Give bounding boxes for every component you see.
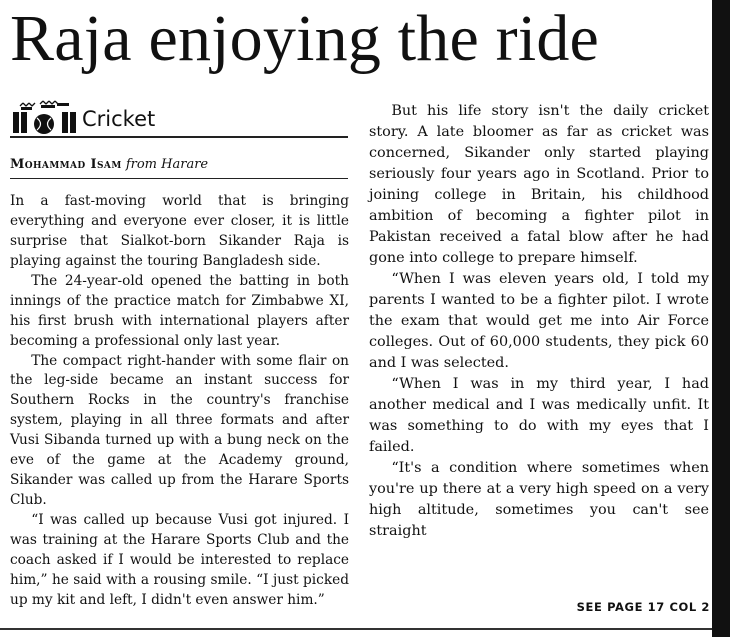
paragraph-5: But his life story isn't the daily cricket story. A late bloomer as far as cricket was concerned, Sikander only started playing seriously four years ago in Scotland. Prior to joining college in Britain, his childhood ambition of becoming a fighter pilot in Pakistan received a fatal blow after he had gone into college to prepare himself. (369, 103, 709, 266)
paragraph-8: “It's a condition where sometimes when you're up there at a very high speed on a very high altitude, sometimes you can't see straight (369, 460, 709, 539)
paragraph-2: The 24-year-old opened the batting in both innings of the practice match for Zimbabwe XI, his first brush with international players after becoming a professional only last year. (10, 272, 349, 349)
section-header (10, 96, 348, 138)
headline: Raja enjoying the ride (10, 2, 600, 75)
paragraph-4: “I was called up because Vusi got injured. I was training at the Harare Sports Club and the coach asked if I would be interested to replace him,” he said with a rousing smile. “I just picked up my kit and left, I didn't even answer him.” (10, 512, 349, 608)
article-column-right (369, 101, 709, 542)
cricket-icon (10, 98, 80, 134)
paragraph-7: “When I was in my third year, I had another medical and I was medically unfit. It was something to do with my eyes that I failed. (369, 376, 709, 455)
section-label: Cricket (82, 107, 156, 131)
bottom-divider (0, 628, 712, 630)
paragraph-1: In a fast-moving world that is bringing everything and everyone ever closer, it is little surprise that Sialkot-born Sikander Raja is playing against the touring Bangladesh side. (10, 193, 349, 269)
byline-location: from Harare (125, 157, 209, 172)
article-column-left (10, 192, 349, 611)
paragraph-3: The compact right-hander with some flair on the leg-side became an instant success for Southern Rocks in the country's franchise system, playing in all three formats and after Vusi Sibanda turned up with a bung neck on the eve of the game at the Academy ground, Sikander was called up from the Harare Sports Club. (10, 352, 349, 509)
byline-author: Mohammad Isam (10, 157, 122, 172)
byline (10, 156, 348, 174)
paragraph-6: “When I was eleven years old, I told my parents I wanted to be a fighter pilot. I wrote the exam that would get me into Air Force colleges. Out of 60,000 students, they pick 60 and I was selected. (369, 271, 709, 371)
continued-on-page: SEE PAGE 17 COL 2 (576, 600, 710, 614)
page-edge-bar (712, 0, 730, 637)
byline-divider (10, 178, 348, 179)
